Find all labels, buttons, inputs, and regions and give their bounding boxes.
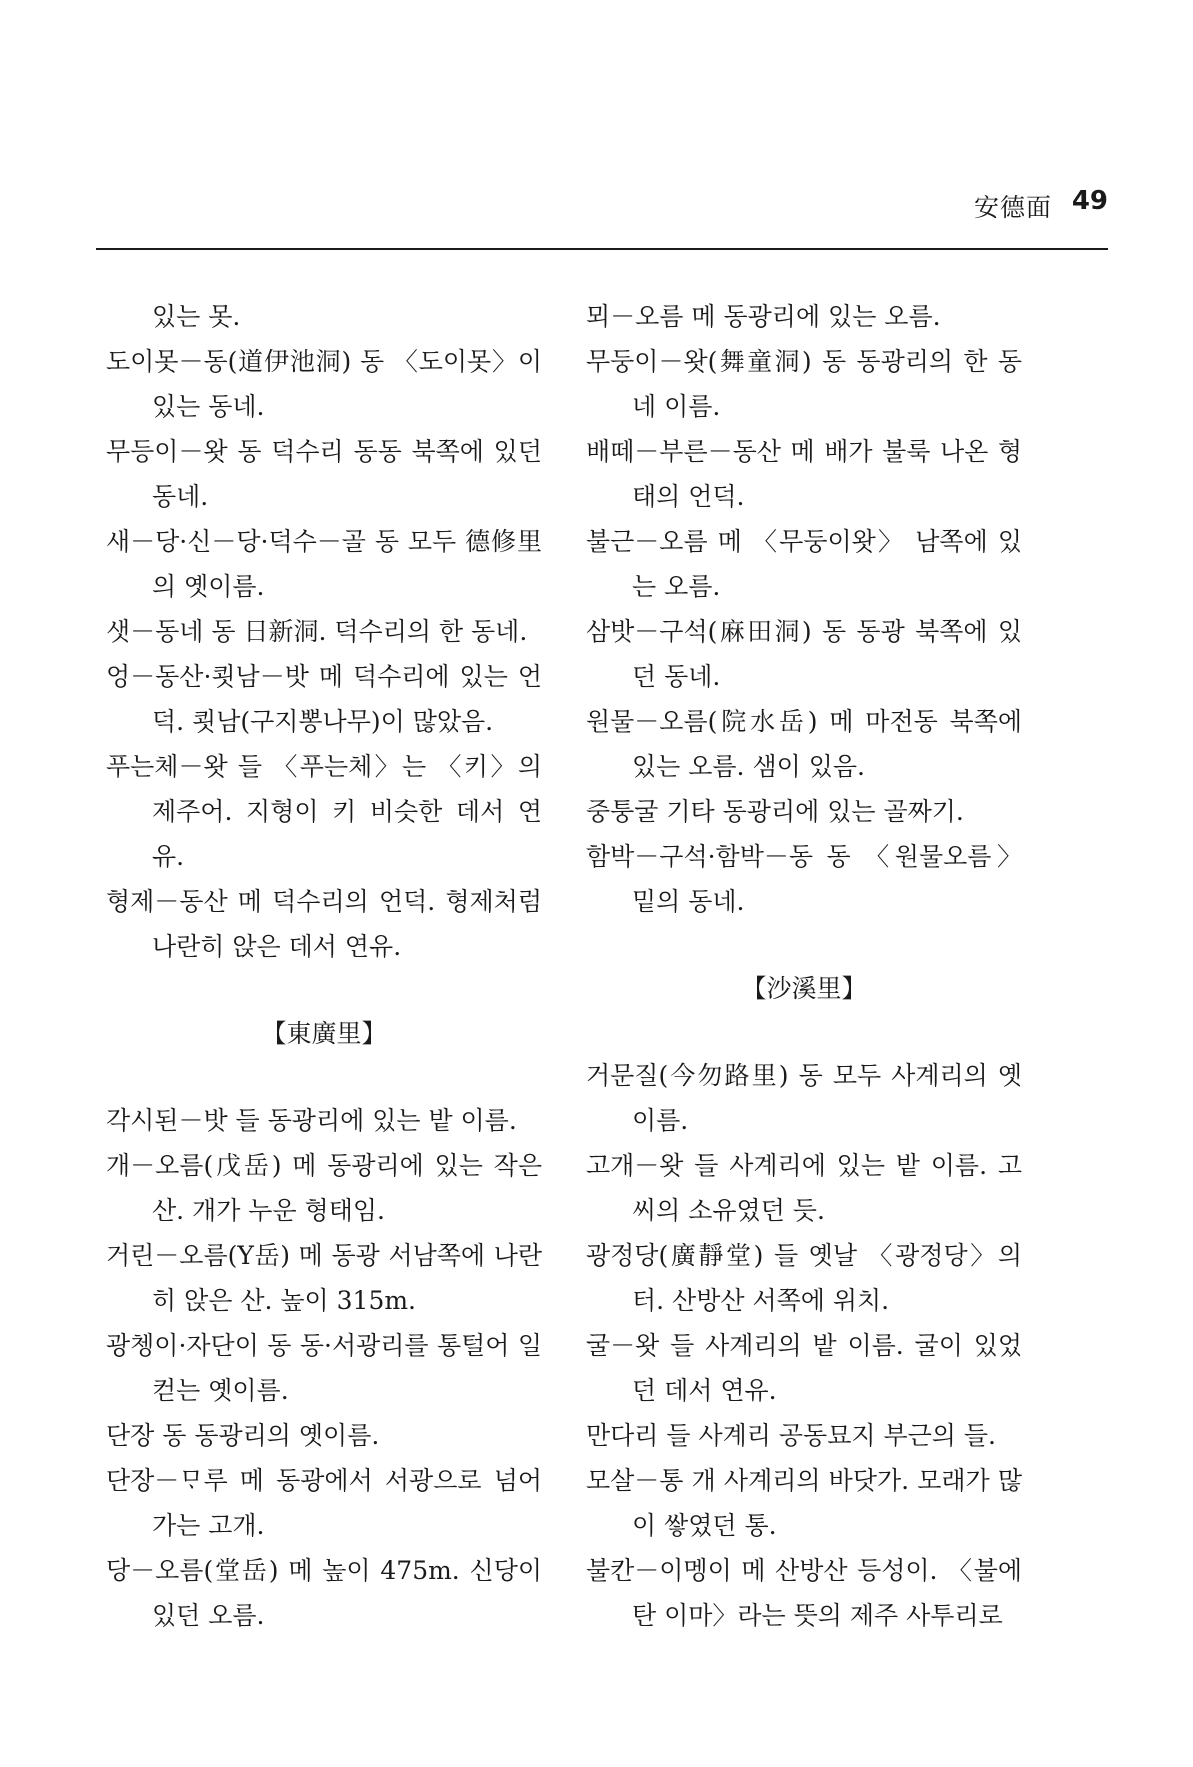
entry-hyeongje-dongsan: 형제－동산 메 덕수리의 언덕. 형제처럼 나란히 앉은 데서 연유. — [106, 887, 542, 961]
entry-gul-wat: 굴－왓 들 사계리의 밭 이름. 굴이 있었던 데서 연유. — [586, 1331, 1022, 1405]
entry-mosal-tong: 모살－통 개 사계리의 바닷가. 모래가 많이 쌓였던 통. — [586, 1466, 1022, 1540]
section-heading-donggwang: 【東廣里】 — [261, 1019, 387, 1048]
entry-mudeungi-wat: 무등이－왓 동 덕수리 동동 북쪽에 있던 동네. — [106, 437, 542, 511]
section-heading-sagye: 【沙溪里】 — [741, 974, 867, 1003]
entry-sae-dang: 새－당·신－당·덕수－골 동 모두 德修里의 옛이름. — [106, 527, 542, 601]
entry-baette-bureun: 배떼－부른－동산 메 배가 불룩 나온 형태의 언덕. — [586, 437, 1022, 511]
entry-sambat-guseok: 삼밧－구석(麻田洞) 동 동광 북쪽에 있던 동네. — [586, 617, 1022, 691]
page-number: 49 — [1071, 186, 1108, 216]
page-header — [96, 186, 1108, 226]
entry-dang-oreum: 당－오름(堂岳) 메 높이 475m. 신당이 있던 오름. — [106, 1556, 542, 1630]
entry-gaksidoen-bat: 각시된－밧 들 동광리에 있는 밭 이름. — [106, 1106, 517, 1135]
entry-danjang-maru: 단장－ᄆᆞ루 메 동광에서 서광으로 넘어가는 고개. — [106, 1466, 542, 1540]
entry-hambak-guseok: 함박－구석·함박－동 동 〈원물오름〉 밑의 동네. — [586, 842, 1022, 916]
entry-eong-dongsan: 엉－동산·쾻남－밧 메 덕수리에 있는 언덕. 쾻남(구지뽕나무)이 많았음. — [106, 662, 542, 736]
entry-saet-dongne: 샛－동네 동 日新洞. 덕수리의 한 동네. — [106, 617, 528, 646]
entry-geomunjil: 거문질(今勿路里) 동 모두 사계리의 옛이름. — [586, 1061, 1022, 1135]
entry-doimot-dong: 도이못－동(道伊池洞) 동 〈도이못〉이 있는 동네. — [106, 347, 542, 421]
entry-gae-oreum: 개－오름(戊岳) 메 동광리에 있는 작은 산. 개가 누운 형태임. — [106, 1151, 542, 1225]
entry-wonmul-oreum: 원물－오름(院水岳) 메 마전동 북쪽에 있는 오름. 샘이 있음. — [586, 707, 1022, 781]
entry-georin-oreum: 거린－오름(Y岳) 메 동광 서남쪽에 나란히 앉은 산. 높이 315m. — [106, 1241, 542, 1315]
entry-mandari: 만다리 들 사계리 공동묘지 부근의 들. — [586, 1421, 996, 1450]
entry-gwangjeongdang: 광정당(廣靜堂) 들 옛날 〈광정당〉의 터. 산방산 서쪽에 위치. — [586, 1241, 1022, 1315]
entry-continuation: 있는 못. — [152, 302, 241, 331]
entry-gwangchengi: 광쳉이·자단이 동 동·서광리를 통털어 일컫는 옛이름. — [106, 1331, 542, 1405]
entry-danjang: 단장 동 동광리의 옛이름. — [106, 1421, 380, 1450]
entry-puneunche-wat: 푸는체－왓 들 〈푸는체〉는 〈키〉의 제주어. 지형이 키 비슷한 데서 연유. — [106, 752, 542, 871]
right-column — [586, 294, 1022, 1638]
entry-bulgeun-oreum: 불근－오름 메 〈무둥이왓〉 남쪽에 있는 오름. — [586, 527, 1022, 601]
entry-mudungi-wat: 무둥이－왓(舞童洞) 동 동광리의 한 동네 이름. — [586, 347, 1022, 421]
entry-jungtunggul: 중퉁굴 기타 동광리에 있는 골짜기. — [586, 797, 964, 826]
left-column — [106, 294, 542, 1638]
header-rule — [96, 248, 1108, 250]
running-title: 安德面 — [973, 193, 1052, 222]
entry-bulkan-imengi: 불칸－이멩이 메 산방산 등성이. 〈불에 탄 이마〉라는 뜻의 제주 사투리로 — [586, 1556, 1022, 1630]
entry-moe-oreum: 뫼－오름 메 동광리에 있는 오름. — [586, 302, 941, 331]
entry-gogae-wat: 고개－왓 들 사계리에 있는 밭 이름. 고씨의 소유였던 듯. — [586, 1151, 1022, 1225]
